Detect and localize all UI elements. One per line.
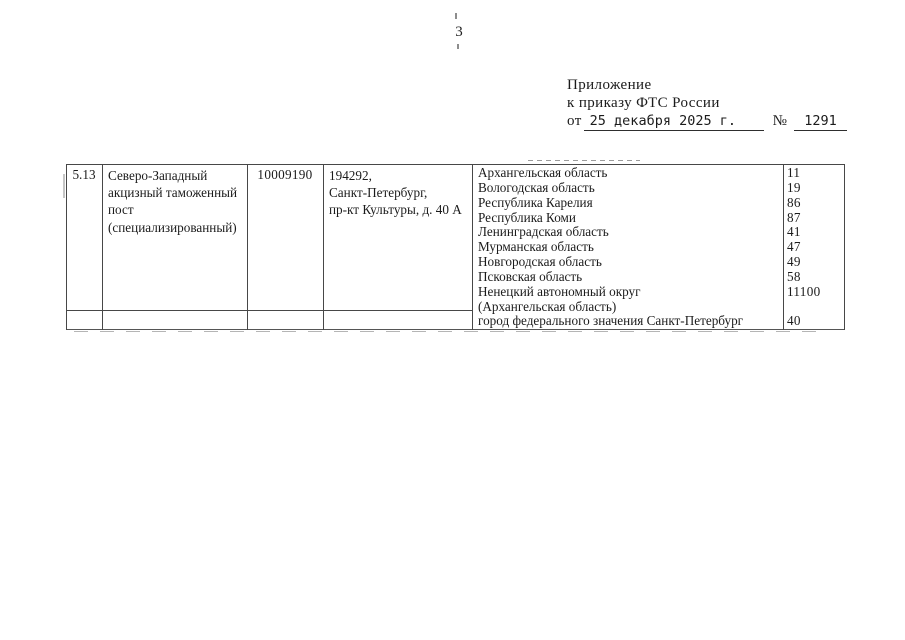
text-line: 11 — [787, 165, 801, 180]
text-line: (Архангельская область) — [478, 298, 617, 314]
table-border-left — [66, 164, 67, 330]
order-number-value: 1291 — [794, 113, 847, 131]
column-divider-code — [323, 164, 324, 330]
text-line: (специализированный) — [108, 219, 237, 235]
text-line: Санкт-Петербург, — [329, 185, 428, 201]
text-line: 87 — [787, 209, 801, 225]
text-line: 86 — [787, 194, 801, 210]
text-line: пост — [108, 202, 134, 218]
text-line — [787, 300, 841, 315]
scan-artifact-smudge — [63, 174, 65, 198]
text-line: 49 — [787, 254, 801, 270]
column-divider-index — [102, 164, 103, 330]
text-line: Ленинградская область — [478, 224, 609, 240]
order-reference: к приказу ФТС России — [567, 94, 720, 111]
text-line: город федерального значения Санкт-Петербург — [478, 313, 744, 329]
text-line: Ненецкий автономный округ — [478, 283, 641, 299]
text-line: 11100 — [787, 283, 821, 299]
column-divider-name — [247, 164, 248, 330]
text-line: пр-кт Культуры, д. 40 А — [329, 202, 462, 218]
fold-mark-artifact — [455, 13, 457, 19]
order-date-value: 25 декабря 2025 г. — [584, 113, 764, 131]
text-line: 58 — [787, 268, 801, 284]
text-line: 40 — [787, 313, 801, 329]
text-line: Мурманская область — [478, 239, 594, 255]
from-label: от — [567, 113, 582, 129]
page-number: 3 — [455, 24, 463, 40]
row-index-cell: 5.13 — [72, 167, 96, 182]
regions-cell — [478, 166, 781, 329]
table-border-right — [844, 164, 845, 330]
text-line: Псковская область — [478, 268, 583, 284]
number-sign: № — [772, 113, 787, 129]
text-line: Архангельская область — [478, 165, 608, 180]
post-name-cell — [108, 167, 246, 236]
order-date-number-line — [567, 113, 852, 131]
column-divider-regions — [783, 164, 784, 330]
appendix-header — [567, 77, 852, 131]
fold-mark-artifact — [457, 44, 459, 49]
customs-posts-table — [66, 164, 845, 330]
post-address-cell — [329, 167, 472, 219]
region-codes-cell — [787, 166, 841, 329]
row-divider-partial — [66, 310, 473, 311]
text-line: 194292, — [329, 168, 372, 183]
text-line: 47 — [787, 239, 801, 255]
customs-code-cell: 10009190 — [257, 167, 313, 182]
text-line: Северо-Западный — [108, 168, 208, 183]
scan-artifact-bottom-ghost — [74, 331, 824, 332]
text-line: 19 — [787, 179, 801, 195]
text-line: акцизный таможенный — [108, 185, 238, 201]
text-line: Республика Карелия — [478, 194, 593, 210]
column-divider-address — [472, 164, 473, 330]
text-line: Республика Коми — [478, 209, 576, 225]
text-line: Новгородская область — [478, 254, 602, 270]
text-line: Вологодская область — [478, 179, 595, 195]
appendix-title: Приложение — [567, 77, 652, 93]
text-line: 41 — [787, 224, 801, 240]
scan-artifact-dashes — [528, 160, 640, 162]
